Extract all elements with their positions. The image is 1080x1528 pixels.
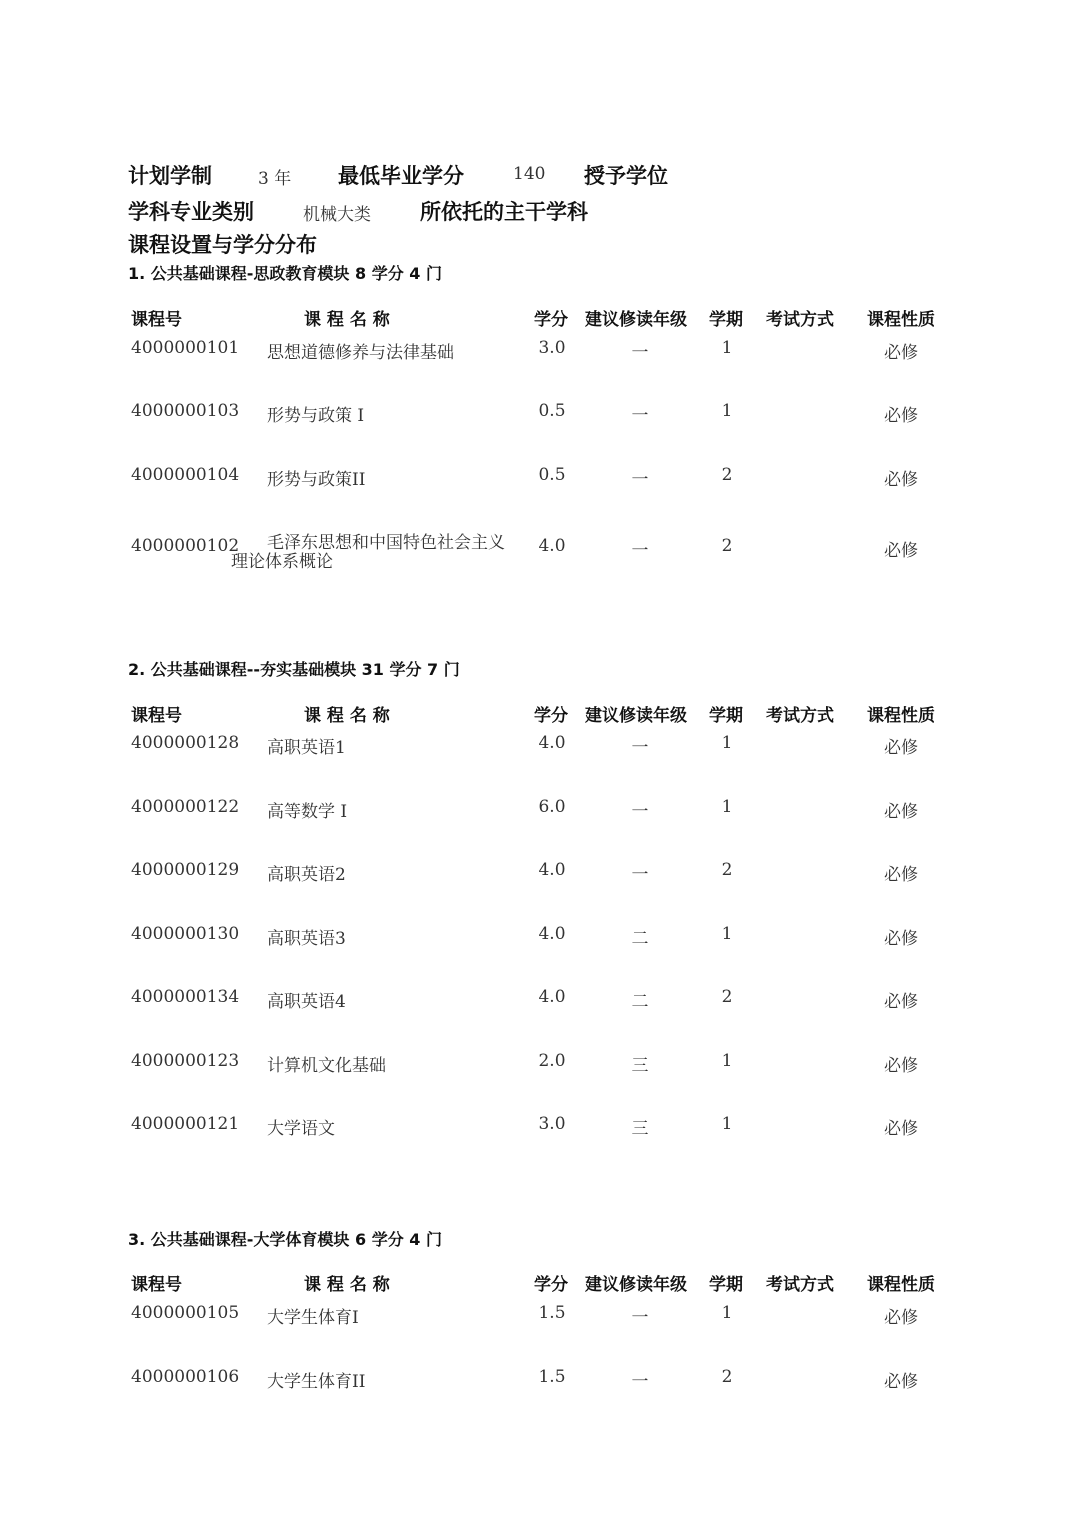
- course-term: 2: [721, 987, 733, 1007]
- course-code: 4000000130: [131, 924, 240, 944]
- course-term: 1: [721, 797, 733, 817]
- col-exam-header: 考试方式: [766, 1275, 834, 1295]
- course-code: 4000000102: [131, 536, 240, 556]
- course-credit: 6.0: [538, 797, 566, 817]
- col-code-header: 课程号: [131, 706, 182, 726]
- col-term-header: 学期: [709, 1275, 743, 1295]
- course-year: 二: [631, 992, 649, 1012]
- course-type: 必修: [884, 541, 918, 561]
- col-exam-header: 考试方式: [766, 310, 834, 330]
- course-year: 一: [631, 738, 649, 758]
- course-code: 4000000103: [131, 401, 240, 421]
- course-code: 4000000101: [131, 338, 240, 358]
- course-credit: 0.5: [538, 465, 566, 485]
- course-year: 一: [631, 865, 649, 885]
- col-exam-header: 考试方式: [766, 706, 834, 726]
- plan-system-label: 计划学制: [128, 164, 212, 188]
- course-year: 一: [631, 343, 649, 363]
- course-type: 必修: [884, 992, 918, 1012]
- course-name: 大学生体育I: [267, 1308, 359, 1328]
- course-credit: 2.0: [538, 1051, 566, 1071]
- course-term: 1: [721, 924, 733, 944]
- course-type: 必修: [884, 1056, 918, 1076]
- course-name: 大学生体育II: [267, 1372, 366, 1392]
- col-year-header: 建议修读年级: [585, 1275, 687, 1295]
- col-code-header: 课程号: [131, 310, 182, 330]
- course-credit: 1.5: [538, 1367, 566, 1387]
- col-term-header: 学期: [709, 706, 743, 726]
- course-type: 必修: [884, 1372, 918, 1392]
- course-type: 必修: [884, 470, 918, 490]
- plan-system-value: 3 年: [258, 169, 292, 189]
- course-term: 2: [721, 860, 733, 880]
- course-year: 一: [631, 802, 649, 822]
- course-type: 必修: [884, 406, 918, 426]
- min-credits-value: 140: [513, 164, 546, 184]
- course-year: 三: [631, 1056, 649, 1076]
- course-term: 1: [721, 1303, 733, 1323]
- course-term: 1: [721, 1114, 733, 1134]
- course-credit: 4.0: [538, 536, 566, 556]
- course-code: 4000000106: [131, 1367, 240, 1387]
- course-credit: 3.0: [538, 338, 566, 358]
- course-code: 4000000104: [131, 465, 240, 485]
- col-term-header: 学期: [709, 310, 743, 330]
- course-credit: 4.0: [538, 987, 566, 1007]
- course-name: 高职英语1: [267, 738, 346, 758]
- course-term: 2: [721, 465, 733, 485]
- course-code: 4000000128: [131, 733, 240, 753]
- col-name-header: 课 程 名 称: [304, 1275, 390, 1295]
- course-credit: 1.5: [538, 1303, 566, 1323]
- course-term: 1: [721, 1051, 733, 1071]
- main-discipline-label: 所依托的主干学科: [420, 200, 588, 224]
- course-name: 高职英语4: [267, 992, 346, 1012]
- course-name-line-1: 毛泽东思想和中国特色社会主义: [267, 533, 505, 553]
- course-type: 必修: [884, 343, 918, 363]
- degree-label: 授予学位: [584, 164, 668, 188]
- course-code: 4000000121: [131, 1114, 240, 1134]
- section-title: 1. 公共基础课程-思政教育模块 8 学分 4 门: [128, 264, 442, 283]
- course-name: 高职英语3: [267, 929, 346, 949]
- course-year: 一: [631, 1308, 649, 1328]
- course-type: 必修: [884, 1308, 918, 1328]
- course-code: 4000000129: [131, 860, 240, 880]
- course-code: 4000000105: [131, 1303, 240, 1323]
- col-type-header: 课程性质: [867, 310, 935, 330]
- col-name-header: 课 程 名 称: [304, 706, 390, 726]
- category-value: 机械大类: [303, 205, 371, 225]
- course-term: 1: [721, 733, 733, 753]
- course-year: 一: [631, 406, 649, 426]
- course-credit: 4.0: [538, 733, 566, 753]
- course-name-line-2: 理论体系概论: [231, 552, 333, 572]
- course-name: 高等数学 I: [267, 802, 348, 822]
- course-name: 计算机文化基础: [267, 1056, 386, 1076]
- course-type: 必修: [884, 929, 918, 949]
- course-setup-title: 课程设置与学分分布: [128, 233, 317, 257]
- course-type: 必修: [884, 865, 918, 885]
- course-name: 形势与政策 I: [267, 406, 365, 426]
- col-credit-header: 学分: [534, 706, 568, 726]
- course-year: 一: [631, 541, 649, 561]
- course-type: 必修: [884, 738, 918, 758]
- col-year-header: 建议修读年级: [585, 310, 687, 330]
- course-code: 4000000122: [131, 797, 240, 817]
- section-title: 2. 公共基础课程--夯实基础模块 31 学分 7 门: [128, 660, 460, 679]
- course-credit: 0.5: [538, 401, 566, 421]
- course-credit: 4.0: [538, 924, 566, 944]
- col-year-header: 建议修读年级: [585, 706, 687, 726]
- col-type-header: 课程性质: [867, 706, 935, 726]
- course-year: 三: [631, 1119, 649, 1139]
- col-credit-header: 学分: [534, 310, 568, 330]
- course-type: 必修: [884, 1119, 918, 1139]
- course-year: 二: [631, 929, 649, 949]
- col-credit-header: 学分: [534, 1275, 568, 1295]
- course-name: 高职英语2: [267, 865, 346, 885]
- category-label: 学科专业类别: [128, 200, 254, 224]
- course-term: 1: [721, 401, 733, 421]
- course-term: 2: [721, 536, 733, 556]
- course-code: 4000000134: [131, 987, 240, 1007]
- course-name: 大学语文: [267, 1119, 335, 1139]
- course-name: 思想道德修养与法律基础: [267, 343, 454, 363]
- course-term: 2: [721, 1367, 733, 1387]
- col-code-header: 课程号: [131, 1275, 182, 1295]
- course-code: 4000000123: [131, 1051, 240, 1071]
- course-credit: 4.0: [538, 860, 566, 880]
- course-name: 形势与政策II: [267, 470, 366, 490]
- col-name-header: 课 程 名 称: [304, 310, 390, 330]
- course-credit: 3.0: [538, 1114, 566, 1134]
- section-title: 3. 公共基础课程-大学体育模块 6 学分 4 门: [128, 1230, 442, 1249]
- course-year: 一: [631, 1372, 649, 1392]
- min-credits-label: 最低毕业学分: [338, 164, 464, 188]
- course-term: 1: [721, 338, 733, 358]
- col-type-header: 课程性质: [867, 1275, 935, 1295]
- course-type: 必修: [884, 802, 918, 822]
- course-year: 一: [631, 470, 649, 490]
